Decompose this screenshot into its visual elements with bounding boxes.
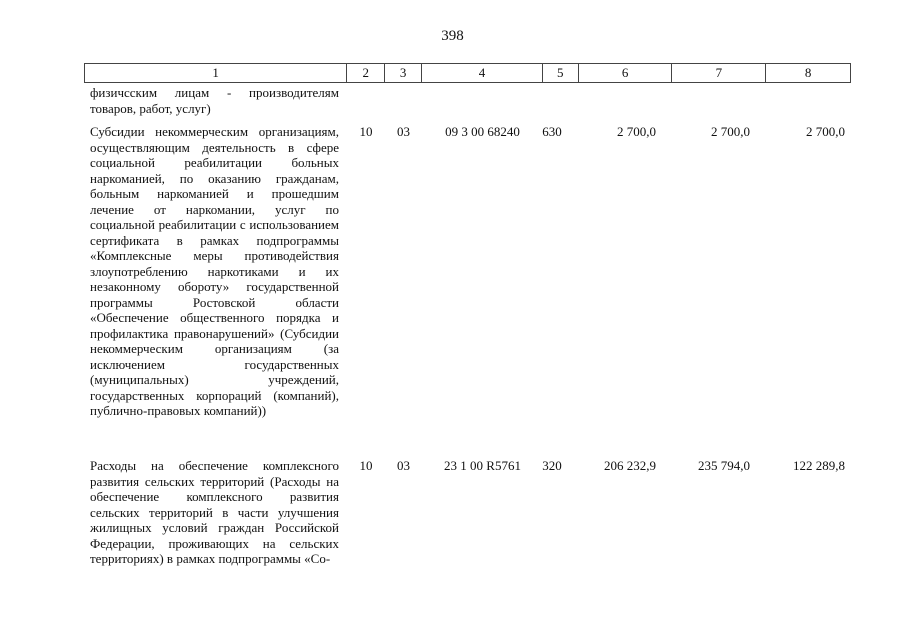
target-article-code: 23 1 00 R5761: [444, 458, 521, 473]
column-header-2: 2: [347, 64, 385, 82]
expense-type-code: 320: [542, 458, 562, 473]
row-description: Расходы на обеспечение комплексного развития сельских территорий (Расходы на обеспечение комплексного развития сельских территорий в части улучшения жилищных условий граждан Российской Федерации, проживающих на сельских территориях) в рамках подпрограммы «Со-: [90, 458, 339, 566]
page-number: 398: [441, 28, 464, 44]
column-header-7: 7: [672, 64, 766, 82]
amount-year-3: 2 700,0: [806, 124, 845, 139]
amount-year-2: 235 794,0: [698, 458, 750, 473]
subsection-code: 03: [397, 124, 410, 139]
column-header-5: 5: [543, 64, 579, 82]
row-description: Субсидии некоммерческим организациям, осуществляющим деятельность в сфере социальной реабилитации больных наркоманией, по оказанию гражданам, больным наркоманией и прошедшим лечение от наркомании, услуг по социальной реабилитации с использованием сертификата в рамках подпрограммы «Комплексные меры противодействия злоупотреблению наркотиками и их незаконному обороту» государственной программы Ростовской области «Обеспечение общественного порядка и профилактика правонарушений» (Субсидии некоммерческим организациям (за исключением государственных (муниципальных) учреждений, государственных корпораций (компаний), публично-правовых компаний)): [90, 124, 339, 418]
section-code: 10: [359, 124, 373, 139]
column-header-6: 6: [579, 64, 673, 82]
section-code: 10: [359, 458, 373, 473]
table-header-row: [84, 63, 851, 83]
column-header-1: 1: [85, 64, 347, 82]
continuation-description: физичсским лицам - производителям товаров, работ, услуг): [90, 85, 339, 116]
amount-year-3: 122 289,8: [793, 458, 845, 473]
subsection-code: 03: [397, 458, 410, 473]
column-header-8: 8: [804, 65, 812, 80]
target-article-code: 09 3 00 68240: [445, 124, 520, 139]
amount-year-1: 2 700,0: [617, 124, 656, 139]
amount-year-1: 206 232,9: [604, 458, 656, 473]
column-header-4: 4: [422, 64, 543, 82]
expense-type-code: 630: [542, 124, 562, 139]
amount-year-2: 2 700,0: [711, 124, 750, 139]
column-header-3: 3: [385, 64, 422, 82]
